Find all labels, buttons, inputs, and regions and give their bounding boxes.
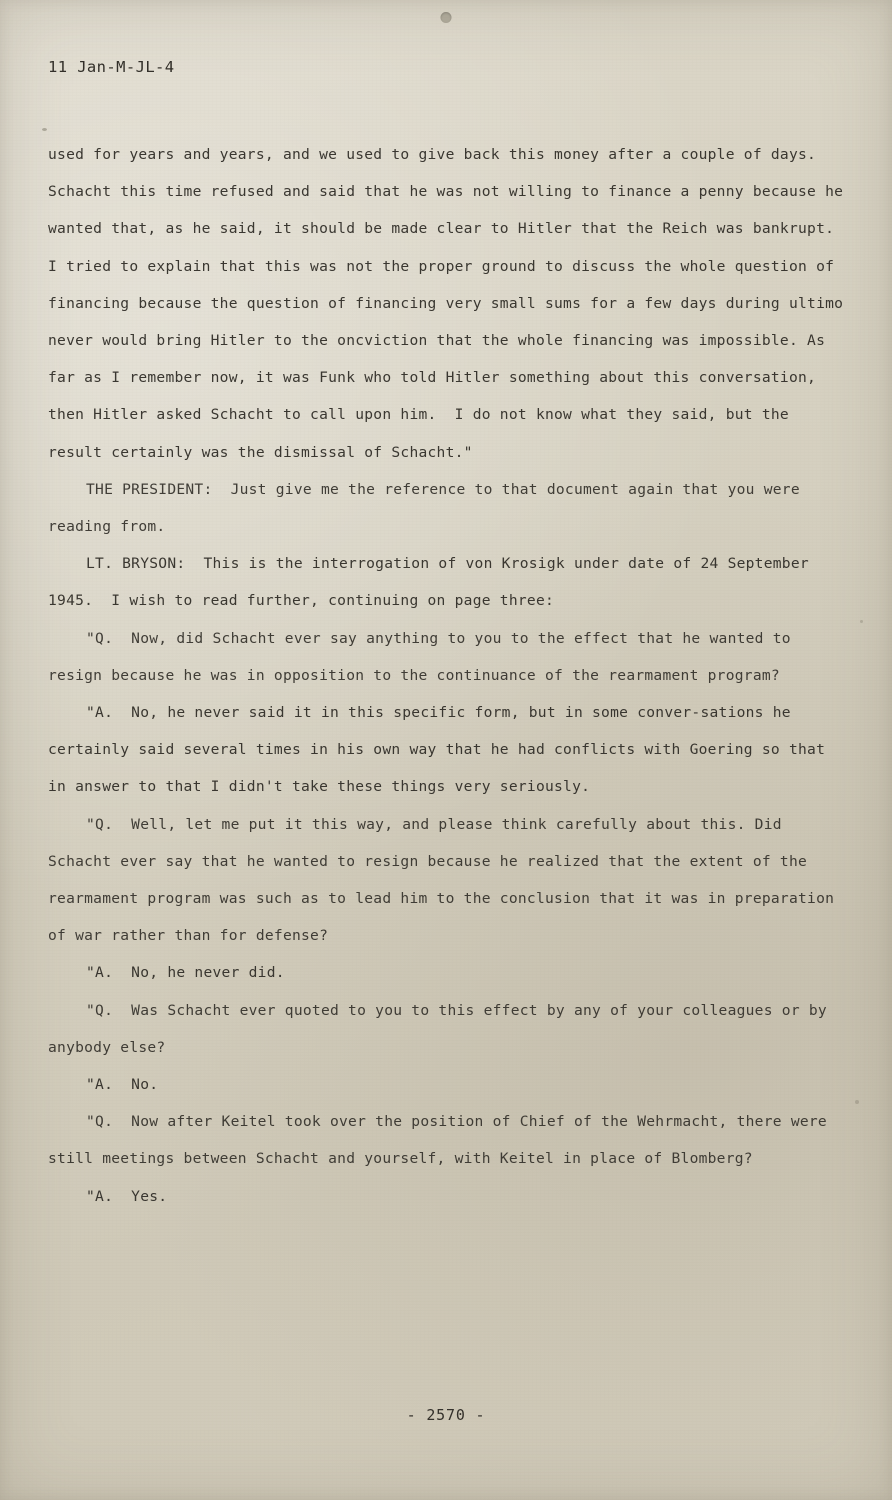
punch-hole-mark — [441, 12, 452, 23]
transcript-paragraph: "Q. Now after Keitel took over the position of Chief of the Wehrmacht, there were still meetings between Schacht and yourself, with Keitel in place of Blomberg? — [48, 1113, 837, 1168]
transcript-paragraph: THE PRESIDENT: Just give me the reference to that document again that you were reading from. — [48, 480, 809, 536]
transcript-paragraph: "A. No, he never did. — [86, 964, 285, 982]
transcript-paragraph: LT. BRYSON: This is the interrogation of von Krosigk under date of 24 September 1945. I wish to read further, continuing on page three: — [48, 555, 818, 610]
transcript-paragraph: "Q. Now, did Schacht ever say anything to you to the effect that he wanted to resign because he was in opposition to the continuance of the rearmament program? — [48, 629, 800, 684]
transcript-paragraph: "Q. Was Schacht ever quoted to you to this effect by any of your colleagues or by anybody else? — [48, 1001, 837, 1056]
transcript-paragraph: "A. No. — [86, 1076, 159, 1094]
paper-speck — [42, 128, 47, 131]
paper-speck — [860, 620, 863, 623]
page-header-id: 11 Jan-M-JL-4 — [48, 58, 175, 76]
transcript-paragraph: used for years and years, and we used to give back this money after a couple of days. Schacht this time refused and said that he was not willing to finance a penny because he wanted that, as he said, it should be made clear to Hitler that the Reich was bankrupt. I tried to explain that this was not the proper ground to discuss the whole question of financing because the question of financing very small sums for a few days during ultimo never would bring Hitler to the oncviction that the whole financing was impossible. As far as I remember now, it was Funk who told Hitler something about this conversation, then Hitler asked Schacht to call upon him. I do not know what they said, but the result certainly was the dismissal of Schacht." — [48, 146, 853, 461]
transcript-paragraph: "A. No, he never said it in this specific form, but in some conver-sations he certainly said several times in his own way that he had conflicts with Goering so that in answer to that I didn't take these things very seriously. — [48, 704, 835, 796]
transcript-body — [48, 136, 853, 1215]
page-number: - 2570 - — [406, 1406, 486, 1424]
paper-speck — [855, 1100, 859, 1104]
transcript-paragraph: "A. Yes. — [86, 1187, 168, 1205]
transcript-paragraph: "Q. Well, let me put it this way, and please think carefully about this. Did Schacht ever say that he wanted to resign because he realized that the extent of the rearmament program was such as to lead him to the conclusion that it was in preparation of war rather than for defense? — [48, 815, 844, 945]
